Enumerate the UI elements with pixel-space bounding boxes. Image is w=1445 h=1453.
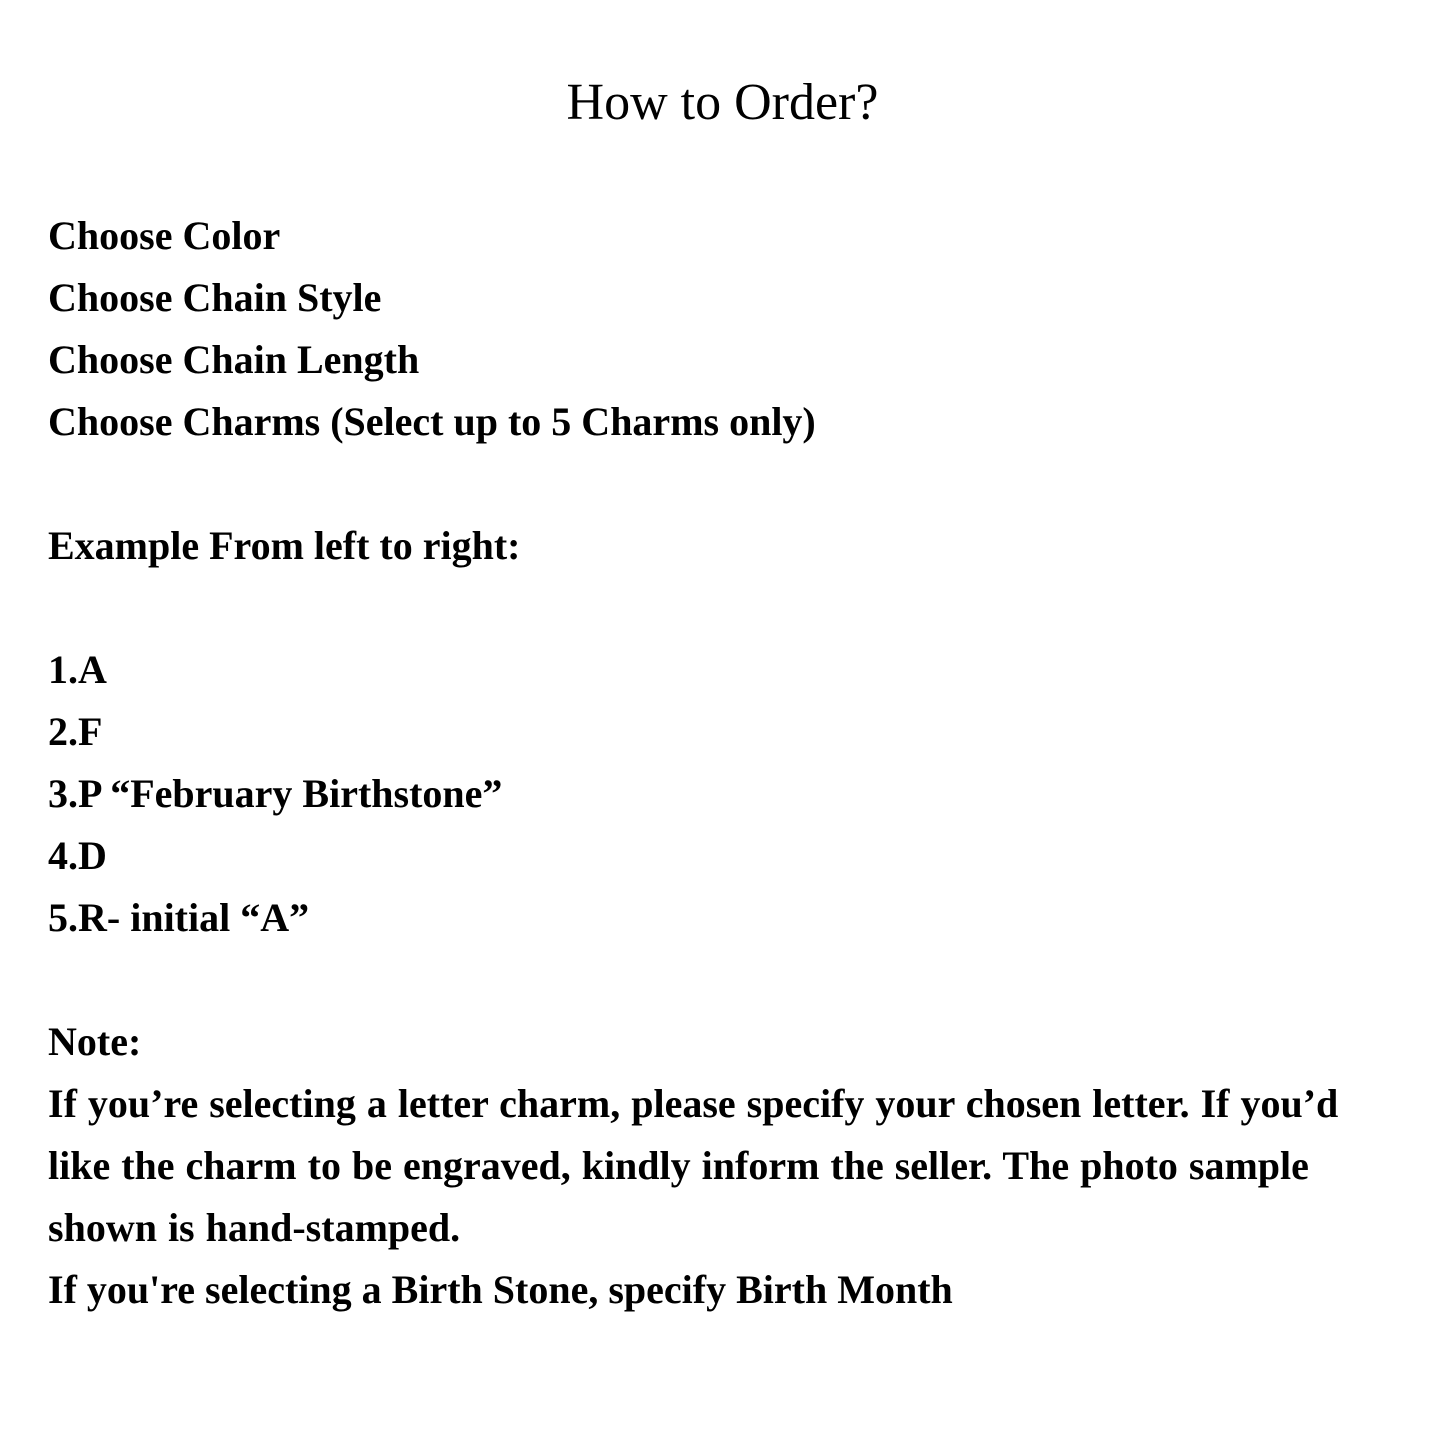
example-item-1: 1.A [48, 647, 107, 692]
note-letter-charm-paragraph: If you’re selecting a letter charm, please specify your chosen letter. If you’d like the charm to be engraved, kindly inform the seller. The photo sample shown is hand-stamped. [48, 1081, 1339, 1250]
example-heading: Example From left to right: [48, 523, 521, 568]
example-item-4: 4.D [48, 833, 107, 878]
example-item-3: 3.P “February Birthstone” [48, 771, 503, 816]
step-choose-chain-length: Choose Chain Length [48, 337, 420, 382]
example-list [48, 639, 1398, 949]
spacer [48, 577, 1398, 639]
example-item-5: 5.R- initial “A” [48, 895, 310, 940]
step-choose-color: Choose Color [48, 213, 281, 258]
spacer [48, 453, 1398, 515]
note-heading: Note: [48, 1019, 142, 1064]
note-birthstone-line: If you're selecting a Birth Stone, specify Birth Month [48, 1267, 953, 1312]
page-title: How to Order? [566, 74, 879, 131]
step-choose-chain-style: Choose Chain Style [48, 275, 382, 320]
step-choose-charms: Choose Charms (Select up to 5 Charms only) [48, 399, 816, 444]
example-item-2: 2.F [48, 709, 103, 754]
instructions-body [48, 205, 1398, 1321]
steps-list [48, 205, 1398, 453]
spacer [48, 949, 1398, 1011]
